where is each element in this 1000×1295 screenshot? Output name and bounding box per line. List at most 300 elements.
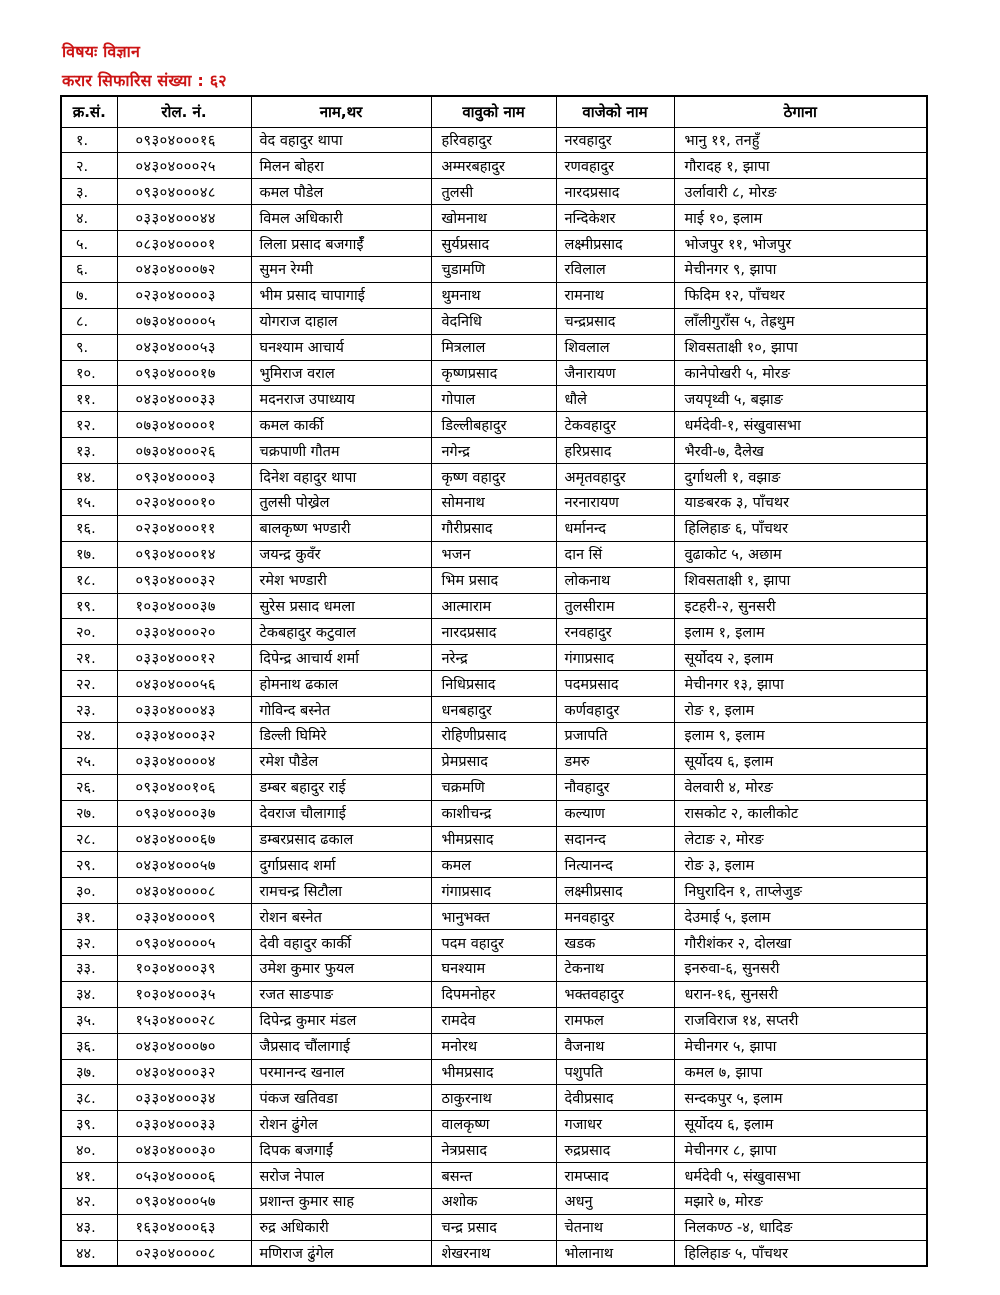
table-row [61, 127, 927, 153]
table-cell: ०३३०४००००४ [117, 748, 251, 774]
table-cell: मझारे ७, मोरङ [674, 1189, 927, 1215]
table-cell: १०३०४०००३७ [117, 593, 251, 619]
table-cell: ०९३०४००००३ [117, 464, 251, 490]
table-cell: रामदेव [431, 1007, 556, 1033]
table-row [61, 1137, 927, 1163]
table-cell: भुमिराज वराल [251, 360, 431, 386]
table-cell: कर्णवहादुर [556, 697, 674, 723]
table-cell: ३९. [61, 1111, 117, 1137]
table-row [61, 153, 927, 179]
table-cell: ०४३०४०००५६ [117, 671, 251, 697]
table-cell: भिम प्रसाद [431, 567, 556, 593]
table-cell: लिला प्रसाद बजगाईँ [251, 231, 431, 257]
table-cell: गजाधर [556, 1111, 674, 1137]
table-cell: १. [61, 127, 117, 153]
table-row [61, 645, 927, 671]
table-cell: चक्रपाणी गौतम [251, 438, 431, 464]
table-cell: रामनाथ [556, 282, 674, 308]
table-cell: १८. [61, 567, 117, 593]
table-cell: दिपमनोहर [431, 981, 556, 1007]
table-cell: कृष्णप्रसाद [431, 360, 556, 386]
table-cell: ११. [61, 386, 117, 412]
table-cell: रविलाल [556, 256, 674, 282]
table-cell: ०३३०४०००३३ [117, 1111, 251, 1137]
table-cell: ०८३०४००००१ [117, 231, 251, 257]
table-cell: २०. [61, 619, 117, 645]
table-cell: भानु ११, तनहुँ [674, 127, 927, 153]
table-cell: गंगाप्रसाद [556, 645, 674, 671]
table-row [61, 1007, 927, 1033]
table-cell: ४१. [61, 1163, 117, 1189]
table-cell: इटहरी-२, सुनसरी [674, 593, 927, 619]
table-cell: कमल [431, 852, 556, 878]
table-cell: दान सिं [556, 541, 674, 567]
table-cell: गोपाल [431, 386, 556, 412]
header-grandfather-name: वाजेको नाम [556, 96, 674, 127]
table-cell: याङबरक ३, पाँचथर [674, 489, 927, 515]
table-cell: रनवहादुर [556, 619, 674, 645]
table-cell: ४३. [61, 1214, 117, 1240]
table-cell: ४. [61, 205, 117, 231]
table-cell: प्रेमप्रसाद [431, 748, 556, 774]
table-cell: नरेन्द्र [431, 645, 556, 671]
table-cell: अम्मरबहादुर [431, 153, 556, 179]
table-cell: दिनेश वहादुर थापा [251, 464, 431, 490]
table-cell: रामप्साद [556, 1163, 674, 1189]
table-cell: ५. [61, 231, 117, 257]
table-cell: ०९३०४०००१७ [117, 360, 251, 386]
table-cell: भैरवी-७, दैलेख [674, 438, 927, 464]
table-cell: तुलसीराम [556, 593, 674, 619]
table-cell: ठाकुरनाथ [431, 1085, 556, 1111]
subject-title: विषयः विज्ञान [62, 42, 141, 61]
table-cell: ०९३०४०००५७ [117, 1189, 251, 1215]
table-cell: वेद वहादुर थापा [251, 127, 431, 153]
table-row [61, 334, 927, 360]
table-cell: ४४. [61, 1240, 117, 1266]
table-row [61, 619, 927, 645]
table-cell: ३. [61, 179, 117, 205]
table-cell: मेचीनगर १३, झापा [674, 671, 927, 697]
table-cell: ३५. [61, 1007, 117, 1033]
table-row [61, 515, 927, 541]
table-cell: रणवहादुर [556, 153, 674, 179]
table-cell: २९. [61, 852, 117, 878]
table-cell: डम्बर बहादुर राई [251, 774, 431, 800]
table-cell: धनबहादुर [431, 697, 556, 723]
table-row [61, 748, 927, 774]
table-cell: ०७३०४०००२६ [117, 438, 251, 464]
table-row [61, 1163, 927, 1189]
table-cell: २२. [61, 671, 117, 697]
table-cell: देवराज चौलागाई [251, 800, 431, 826]
table-cell: भोलानाथ [556, 1240, 674, 1266]
table-cell: १३. [61, 438, 117, 464]
table-cell: रोशन ढुंगेल [251, 1111, 431, 1137]
table-cell: मेचीनगर ८, झापा [674, 1137, 927, 1163]
table-cell: कृष्ण वहादुर [431, 464, 556, 490]
table-cell: पंकज खतिवडा [251, 1085, 431, 1111]
table-cell: डिल्ली घिमिरे [251, 722, 431, 748]
table-cell: १५. [61, 489, 117, 515]
table-cell: शिवसताक्षी १, झापा [674, 567, 927, 593]
header-serial-number: क्र.सं. [61, 96, 117, 127]
table-cell: नौवहादुर [556, 774, 674, 800]
table-cell: दिपक बजगाईं [251, 1137, 431, 1163]
table-cell: मनोरथ [431, 1033, 556, 1059]
table-cell: कानेपोखरी ५, मोरङ [674, 360, 927, 386]
table-cell: ७. [61, 282, 117, 308]
table-cell: लक्ष्मीप्रसाद [556, 231, 674, 257]
table-cell: वैजनाथ [556, 1033, 674, 1059]
table-cell: रजत साङपाङ [251, 981, 431, 1007]
table-cell: शिवलाल [556, 334, 674, 360]
table-cell: चन्द्रप्रसाद [556, 308, 674, 334]
table-cell: ०४३०४०००६७ [117, 826, 251, 852]
table-cell: सूर्योदय ६, इलाम [674, 1111, 927, 1137]
table-cell: शेखरनाथ [431, 1240, 556, 1266]
table-cell: ६. [61, 256, 117, 282]
table-cell: प्रशान्त कुमार साह [251, 1189, 431, 1215]
table-cell: रामचन्द्र सिटौला [251, 878, 431, 904]
table-row [61, 722, 927, 748]
table-cell: रोङ १, इलाम [674, 697, 927, 723]
table-cell: १९. [61, 593, 117, 619]
table-cell: मदनराज उपाध्याय [251, 386, 431, 412]
table-cell: २१. [61, 645, 117, 671]
table-cell: ०४३०४०००७० [117, 1033, 251, 1059]
table-cell: ०९३०४०००४८ [117, 179, 251, 205]
table-cell: टेकवहादुर [556, 412, 674, 438]
table-cell: घनश्याम आचार्य [251, 334, 431, 360]
header-father-name: वावुको नाम [431, 96, 556, 127]
table-cell: १६३०४०००६३ [117, 1214, 251, 1240]
table-cell: वुढाकोट ५, अछाम [674, 541, 927, 567]
recommendation-count-title: करार सिफारिस संख्या : ६२ [62, 71, 227, 90]
table-cell: ०९३०४०००३७ [117, 800, 251, 826]
table-cell: इनरुवा-६, सुनसरी [674, 956, 927, 982]
table-cell: उर्लावारी ८, मोरङ [674, 179, 927, 205]
table-cell: ०९३०४०००१६ [117, 127, 251, 153]
table-cell: ०४३०४०००७२ [117, 256, 251, 282]
table-cell: निघुरादिन १, ताप्लेजुङ [674, 878, 927, 904]
table-cell: धर्मानन्द [556, 515, 674, 541]
table-cell: ०२३०४०००११ [117, 515, 251, 541]
table-cell: सदानन्द [556, 826, 674, 852]
table-cell: गोविन्द बस्नेत [251, 697, 431, 723]
table-cell: लक्ष्मीप्रसाद [556, 878, 674, 904]
table-cell: ०४३०४००००८ [117, 878, 251, 904]
table-cell: नेत्रप्रसाद [431, 1137, 556, 1163]
table-cell: २७. [61, 800, 117, 826]
table-cell: ०३३०४०००२० [117, 619, 251, 645]
table-cell: १०. [61, 360, 117, 386]
table-cell: डम्बरप्रसाद ढकाल [251, 826, 431, 852]
table-cell: प्रजापति [556, 722, 674, 748]
header-name-surname: नाम,थर [251, 96, 431, 127]
table-cell: योगराज दाहाल [251, 308, 431, 334]
table-cell: नारदप्रसाद [556, 179, 674, 205]
table-cell: रोङ ३, इलाम [674, 852, 927, 878]
table-cell: २६. [61, 774, 117, 800]
table-cell: निधिप्रसाद [431, 671, 556, 697]
table-cell: २५. [61, 748, 117, 774]
table-cell: भीमप्रसाद [431, 826, 556, 852]
table-cell: नारदप्रसाद [431, 619, 556, 645]
table-row [61, 1240, 927, 1266]
table-cell: भानुभक्त [431, 904, 556, 930]
table-cell: सन्दकपुर ५, इलाम [674, 1085, 927, 1111]
table-cell: आत्माराम [431, 593, 556, 619]
table-cell: रोहिणीप्रसाद [431, 722, 556, 748]
table-cell: ३१. [61, 904, 117, 930]
table-cell: धर्मदेवी-१, संखुवासभा [674, 412, 927, 438]
table-cell: हरिप्रसाद [556, 438, 674, 464]
table-cell: ०२३०४०००१० [117, 489, 251, 515]
table-cell: होमनाथ ढकाल [251, 671, 431, 697]
table-cell: हिलिहाङ ६, पाँचथर [674, 515, 927, 541]
table-cell: चुडामणि [431, 256, 556, 282]
table-cell: सुर्यप्रसाद [431, 231, 556, 257]
table-row [61, 360, 927, 386]
table-cell: चक्रमणि [431, 774, 556, 800]
table-cell: मेचीनगर ९, झापा [674, 256, 927, 282]
table-cell: लेटाङ २, मोरङ [674, 826, 927, 852]
table-row [61, 1214, 927, 1240]
table-cell: थुमनाथ [431, 282, 556, 308]
table-cell: चेतनाथ [556, 1214, 674, 1240]
table-cell: ०४३०४०००३२ [117, 1059, 251, 1085]
table-row [61, 930, 927, 956]
candidate-roster-table [60, 95, 928, 1267]
table-cell: अशोक [431, 1189, 556, 1215]
table-cell: १२. [61, 412, 117, 438]
table-row [61, 464, 927, 490]
table-cell: रुद्र अधिकारी [251, 1214, 431, 1240]
table-cell: खोमनाथ [431, 205, 556, 231]
table-row [61, 1085, 927, 1111]
table-row [61, 1189, 927, 1215]
table-cell: चन्द्र प्रसाद [431, 1214, 556, 1240]
table-cell: रोशन बस्नेत [251, 904, 431, 930]
table-cell: ४२. [61, 1189, 117, 1215]
table-cell: ३३. [61, 956, 117, 982]
table-cell: उमेश कुमार फुयल [251, 956, 431, 982]
table-cell: फिदिम १२, पाँचथर [674, 282, 927, 308]
table-cell: ३२. [61, 930, 117, 956]
table-cell: सुमन रेग्मी [251, 256, 431, 282]
table-cell: २३. [61, 697, 117, 723]
table-cell: दिपेन्द्र कुमार मंडल [251, 1007, 431, 1033]
table-cell: ०३३०४००००९ [117, 904, 251, 930]
table-row [61, 205, 927, 231]
table-cell: ०३३०४०००३२ [117, 722, 251, 748]
document-header [62, 44, 227, 102]
table-row [61, 308, 927, 334]
table-cell: मित्रलाल [431, 334, 556, 360]
table-cell: कल्याण [556, 800, 674, 826]
table-cell: अमृतवहादुर [556, 464, 674, 490]
table-cell: देवी वहादुर कार्की [251, 930, 431, 956]
table-row [61, 800, 927, 826]
table-cell: पशुपति [556, 1059, 674, 1085]
table-cell: ०२३०४००००३ [117, 282, 251, 308]
table-cell: हिलिहाङ ५, पाँचथर [674, 1240, 927, 1266]
table-cell: इलाम १, इलाम [674, 619, 927, 645]
table-cell: ३७. [61, 1059, 117, 1085]
table-cell: भजन [431, 541, 556, 567]
table-cell: धरान-१६, सुनसरी [674, 981, 927, 1007]
table-cell: वेलवारी ४, मोरङ [674, 774, 927, 800]
table-cell: खडक [556, 930, 674, 956]
table-cell: ४०. [61, 1137, 117, 1163]
table-cell: लाँलीगुराँस ५, तेह्रथुम [674, 308, 927, 334]
table-cell: सूर्योदय २, इलाम [674, 645, 927, 671]
table-row [61, 256, 927, 282]
table-cell: कमल कार्की [251, 412, 431, 438]
table-cell: नित्यानन्द [556, 852, 674, 878]
table-cell: दुर्गाथली १, वझाङ [674, 464, 927, 490]
table-cell: डिल्लीबहादुर [431, 412, 556, 438]
table-cell: निलकण्ठ -४, धादिङ [674, 1214, 927, 1240]
table-cell: गौरीशंकर २, दोलखा [674, 930, 927, 956]
table-row [61, 386, 927, 412]
table-cell: भीमप्रसाद [431, 1059, 556, 1085]
table-cell: इलाम ९, इलाम [674, 722, 927, 748]
table-cell: जयपृथ्वी ५, बझाङ [674, 386, 927, 412]
table-cell: परमानन्द खनाल [251, 1059, 431, 1085]
table-cell: ०७३०४००००५ [117, 308, 251, 334]
table-cell: सूर्योदय ६, इलाम [674, 748, 927, 774]
table-cell: ०३३०४०००३४ [117, 1085, 251, 1111]
table-cell: रामफल [556, 1007, 674, 1033]
table-cell: भोजपुर ११, भोजपुर [674, 231, 927, 257]
table-row [61, 1033, 927, 1059]
table-cell: दुर्गाप्रसाद शर्मा [251, 852, 431, 878]
table-row [61, 593, 927, 619]
table-row [61, 282, 927, 308]
table-cell: पदम वहादुर [431, 930, 556, 956]
table-cell: नरनारायण [556, 489, 674, 515]
table-row [61, 852, 927, 878]
table-cell: २४. [61, 722, 117, 748]
table-cell: काशीचन्द्र [431, 800, 556, 826]
table-row [61, 981, 927, 1007]
table-cell: २८. [61, 826, 117, 852]
table-row [61, 904, 927, 930]
table-cell: ०९३०४००००५ [117, 930, 251, 956]
table-cell: शिवसताक्षी १०, झापा [674, 334, 927, 360]
table-cell: दिपेन्द्र आचार्य शर्मा [251, 645, 431, 671]
table-cell: गौरीप्रसाद [431, 515, 556, 541]
table-cell: नगेन्द्र [431, 438, 556, 464]
table-cell: मनवहादुर [556, 904, 674, 930]
table-row [61, 1059, 927, 1085]
table-row [61, 956, 927, 982]
table-cell: ०९३०४०००३२ [117, 567, 251, 593]
table-cell: ०५३०४००००६ [117, 1163, 251, 1189]
table-cell: १६. [61, 515, 117, 541]
table-cell: राजविराज १४, सप्तरी [674, 1007, 927, 1033]
table-cell: गंगाप्रसाद [431, 878, 556, 904]
table-cell: कमल पौडेल [251, 179, 431, 205]
table-cell: रासकोट २, कालीकोट [674, 800, 927, 826]
table-cell: बालकृष्ण भण्डारी [251, 515, 431, 541]
table-cell: गौरादह १, झापा [674, 153, 927, 179]
table-cell: १७. [61, 541, 117, 567]
table-cell: मेचीनगर ५, झापा [674, 1033, 927, 1059]
table-cell: हरिवहादुर [431, 127, 556, 153]
table-cell: तुलसी पोख्रेल [251, 489, 431, 515]
table-cell: माई १०, इलाम [674, 205, 927, 231]
table-cell: ०४३०४०००५७ [117, 852, 251, 878]
table-cell: सरोज नेपाल [251, 1163, 431, 1189]
table-cell: ८. [61, 308, 117, 334]
table-cell: लोकनाथ [556, 567, 674, 593]
table-cell: भक्तवहादुर [556, 981, 674, 1007]
table-body [61, 127, 927, 1266]
header-address: ठेगाना [674, 96, 927, 127]
table-cell: ०२३०४००००८ [117, 1240, 251, 1266]
table-cell: वालकृष्ण [431, 1111, 556, 1137]
table-cell: टेकबहादुर कटुवाल [251, 619, 431, 645]
table-cell: मणिराज ढुंगेल [251, 1240, 431, 1266]
table-cell: जैनारायण [556, 360, 674, 386]
table-cell: नरवहादुर [556, 127, 674, 153]
table-row [61, 179, 927, 205]
table-cell: वेदनिधि [431, 308, 556, 334]
table-cell: ०३३०४०००१२ [117, 645, 251, 671]
table-cell: धौले [556, 386, 674, 412]
table-cell: ९. [61, 334, 117, 360]
table-cell: टेकनाथ [556, 956, 674, 982]
table-row [61, 412, 927, 438]
table-cell: नन्दिकेशर [556, 205, 674, 231]
table-header-row [61, 96, 927, 127]
table-cell: २. [61, 153, 117, 179]
table-cell: ३०. [61, 878, 117, 904]
table-row [61, 567, 927, 593]
table-cell: बसन्त [431, 1163, 556, 1189]
table-cell: मिलन बोहरा [251, 153, 431, 179]
table-cell: जैप्रसाद चौंलागाई [251, 1033, 431, 1059]
table-row [61, 878, 927, 904]
table-row [61, 671, 927, 697]
table-row [61, 489, 927, 515]
table-cell: ३४. [61, 981, 117, 1007]
table-cell: ०९३०४०००१४ [117, 541, 251, 567]
table-cell: ०४३०४०००३३ [117, 386, 251, 412]
table-cell: तुलसी [431, 179, 556, 205]
table-cell: भीम प्रसाद चापागाई [251, 282, 431, 308]
table-cell: देउमाई ५, इलाम [674, 904, 927, 930]
table-cell: ३८. [61, 1085, 117, 1111]
table-cell: सोमनाथ [431, 489, 556, 515]
table-row [61, 438, 927, 464]
table-cell: ०३३०४०००४३ [117, 697, 251, 723]
table-row [61, 541, 927, 567]
table-cell: कमल ७, झापा [674, 1059, 927, 1085]
table-row [61, 1111, 927, 1137]
table-cell: १४. [61, 464, 117, 490]
table-cell: घनश्याम [431, 956, 556, 982]
table-cell: विमल अधिकारी [251, 205, 431, 231]
table-cell: ०४३०४०००५३ [117, 334, 251, 360]
table-cell: धर्मदेवी ५, संखुवासभा [674, 1163, 927, 1189]
table-cell: ०७३०४००००१ [117, 412, 251, 438]
table-cell: ०९३०४००१०६ [117, 774, 251, 800]
table-cell: रमेश पौडेल [251, 748, 431, 774]
